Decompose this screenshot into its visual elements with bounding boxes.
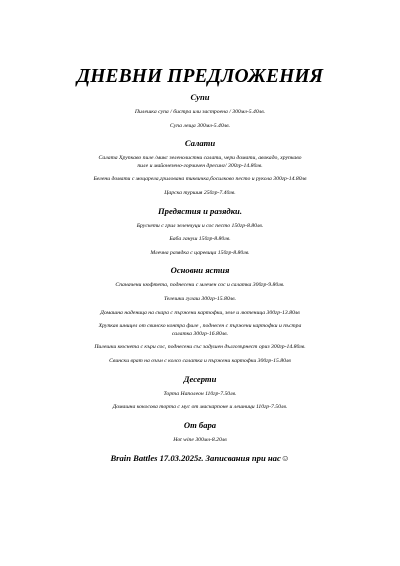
event-announcement: Brain Battles 17.03.2025г. Записвания при нас☺ [110, 453, 290, 464]
menu-item: Брускети с грил зеленчуци и сос песто 150гр-8.80лв. [136, 222, 264, 229]
section-heading-bar: От бара [183, 419, 217, 430]
menu-item: Домашна кокосова торта с мус от маскарпоне и лешници 110гр-7.50лв. [112, 404, 288, 411]
menu-item: Пилешка супа / бистра или застроена / 300мл-5.40лв. [134, 109, 266, 115]
menu-item: Торта Наполеон 110гр-7.50лв. [163, 390, 237, 397]
menu-item: Супа леща 300мл-5.40лв. [169, 122, 231, 129]
menu-item: Баба гануш 150гр-8.80лв. [169, 236, 231, 243]
menu-item: Свински врат на оъън с колсо салатка и пържени картофки 300гр-15.80лв [109, 357, 291, 364]
menu-item: Спаначени кюфтета, поднесени с млечен сос и салатка 300гр-9.80лв. [115, 282, 285, 289]
menu-item: Домашна наденица на скара с пържени картофки, зеле и лютеница 300гр-13.80лв [100, 309, 300, 316]
page-title: ДНЕВНИ ПРЕДЛОЖЕНИЯ [76, 66, 324, 87]
menu-item-continued: салатка 300гр-16.80лв. [171, 330, 229, 337]
section-heading-mains: Основни ястия [170, 265, 230, 276]
menu-item-continued: пиле и майонезено-горчичен дресинг/ 300гр-14.80лв. [137, 162, 263, 169]
section-heading-desserts: Десерти [183, 373, 217, 384]
section-heading-starters: Предястия и разядки. [158, 205, 242, 216]
menu-item: Млечна разядка с царевица 150гр-8.80лв. [150, 249, 250, 256]
menu-item: Хрупкав шницел от свинско контра филе , поднесен с пържени картофки и пъстра [98, 323, 302, 330]
menu-item: Белени домати с моцарела,грилована тиквичка,босилково песто и рукола 300гр-14.80лв [93, 176, 307, 183]
menu-item: Салата Хрупкаво пиле /микс зеленолистни салати, чери домати, авокадо, хрупкаво [98, 155, 302, 162]
section-heading-salads: Салати [184, 138, 216, 149]
menu-item: Телешки гулаш 300гр-15.80лв. [163, 295, 237, 302]
menu-item: Пилешки кюснета с къри сос, поднесени със задушен дългозърнест ориз 300гр-14.80лв. [94, 344, 306, 351]
menu-item: Царска туршия 250гр-7.40лв. [164, 189, 236, 196]
section-heading-soups: Супи [190, 92, 210, 102]
menu-item: Hot wine 300мл-8.20лв [173, 436, 227, 443]
